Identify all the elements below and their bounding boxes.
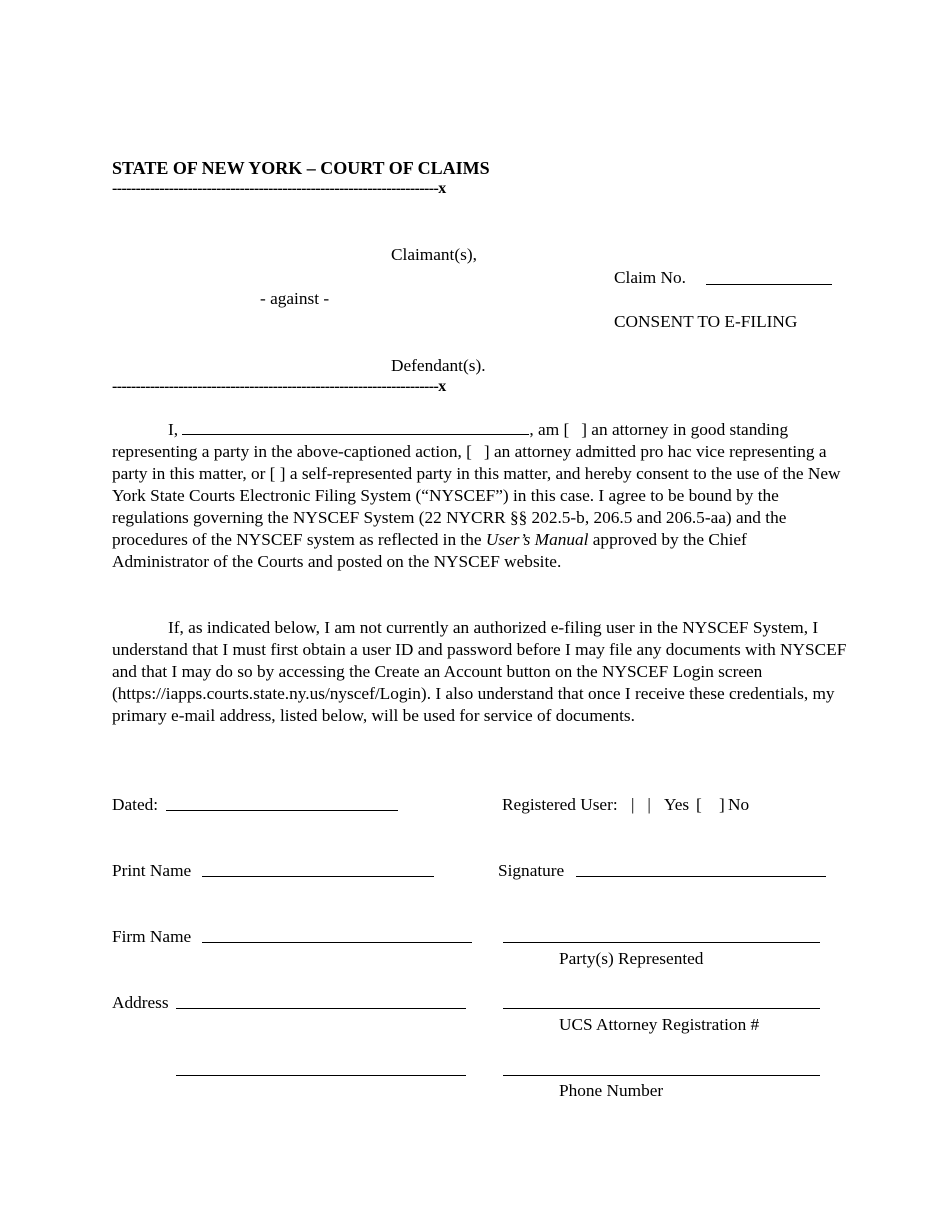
ucs-registration-label: UCS Attorney Registration # — [559, 1015, 760, 1034]
ucs-registration-field[interactable] — [503, 1008, 820, 1009]
claim-no-field[interactable] — [706, 284, 832, 285]
court-title: STATE OF NEW YORK – COURT OF CLAIMS — [112, 158, 490, 178]
consent-paragraph — [112, 419, 847, 573]
signature-field[interactable] — [576, 876, 826, 877]
firm-name-field[interactable] — [202, 942, 472, 943]
dated-field[interactable] — [166, 810, 398, 811]
p1-start: I, — [168, 420, 179, 439]
phone-number-field[interactable] — [503, 1075, 820, 1076]
firm-name-label: Firm Name — [112, 927, 192, 946]
dated-label: Dated: — [112, 795, 159, 814]
p1-b: ] an attorney admitted pro hac vice representing a party in this matter, or [ ] a self-represented party in this matter, and hereby consent to the use of the New York State Courts Electronic Filing System (“NYSCEF”) in this case. I agree to be bound by the regulations governing the NYSCEF System (22 NYCRR §§ 202.5-b, 206.5 and 206.5-aa) and the procedures of the NYSCEF system as reflected in the — [112, 442, 841, 549]
address-label: Address — [112, 993, 169, 1012]
account-paragraph — [112, 617, 847, 727]
name-blank[interactable] — [182, 420, 529, 435]
parties-represented-field[interactable] — [503, 942, 820, 943]
claimant-label: Claimant(s), — [391, 245, 477, 264]
against-label: - against - — [260, 289, 330, 308]
address-field-line1[interactable] — [176, 1008, 466, 1009]
parties-represented-label: Party(s) Represented — [559, 949, 704, 968]
p1-a: ] an attorney in good standing representing a party in the above-captioned action, [ — [112, 420, 789, 461]
document-title: CONSENT TO E-FILING — [614, 312, 798, 331]
caption-bottom-divider: ---------------------------------------------------------------------x — [112, 378, 446, 395]
address-field-line2[interactable] — [176, 1075, 466, 1076]
p1-end: approved by the Chief Administrator of the Courts and posted on the NYSCEF website. — [112, 530, 747, 571]
claim-no-label: Claim No. — [614, 268, 687, 287]
registered-yes-label: Yes — [664, 795, 690, 814]
registered-user-label: Registered User: — [502, 795, 618, 814]
print-name-field[interactable] — [202, 876, 434, 877]
registered-no-checkbox[interactable]: [ ] — [696, 795, 725, 814]
print-name-label: Print Name — [112, 861, 192, 880]
registered-yes-checkbox[interactable]: | | — [631, 795, 651, 814]
phone-number-label: Phone Number — [559, 1081, 664, 1100]
caption-top-divider: ---------------------------------------------------------------------x — [112, 180, 446, 197]
defendant-label: Defendant(s). — [391, 356, 486, 375]
registered-no-label: No — [728, 795, 750, 814]
users-manual-title: User’s Manual — [485, 530, 589, 549]
p1-am: , am [ — [529, 420, 570, 439]
p2-text: If, as indicated below, I am not currently an authorized e-filing user in the NYSCEF System, I understand that I must first obtain a user ID and password before I may file any documents with NYSCEF and that I may do so by accessing the Create an Account button on the NYSCEF Login screen (https://iapps.courts.state.ny.us/nyscef/Login). I also understand that once I receive these credentials, my primary e-mail address, listed below, will be used for service of documents. — [112, 618, 847, 725]
signature-label: Signature — [498, 861, 565, 880]
